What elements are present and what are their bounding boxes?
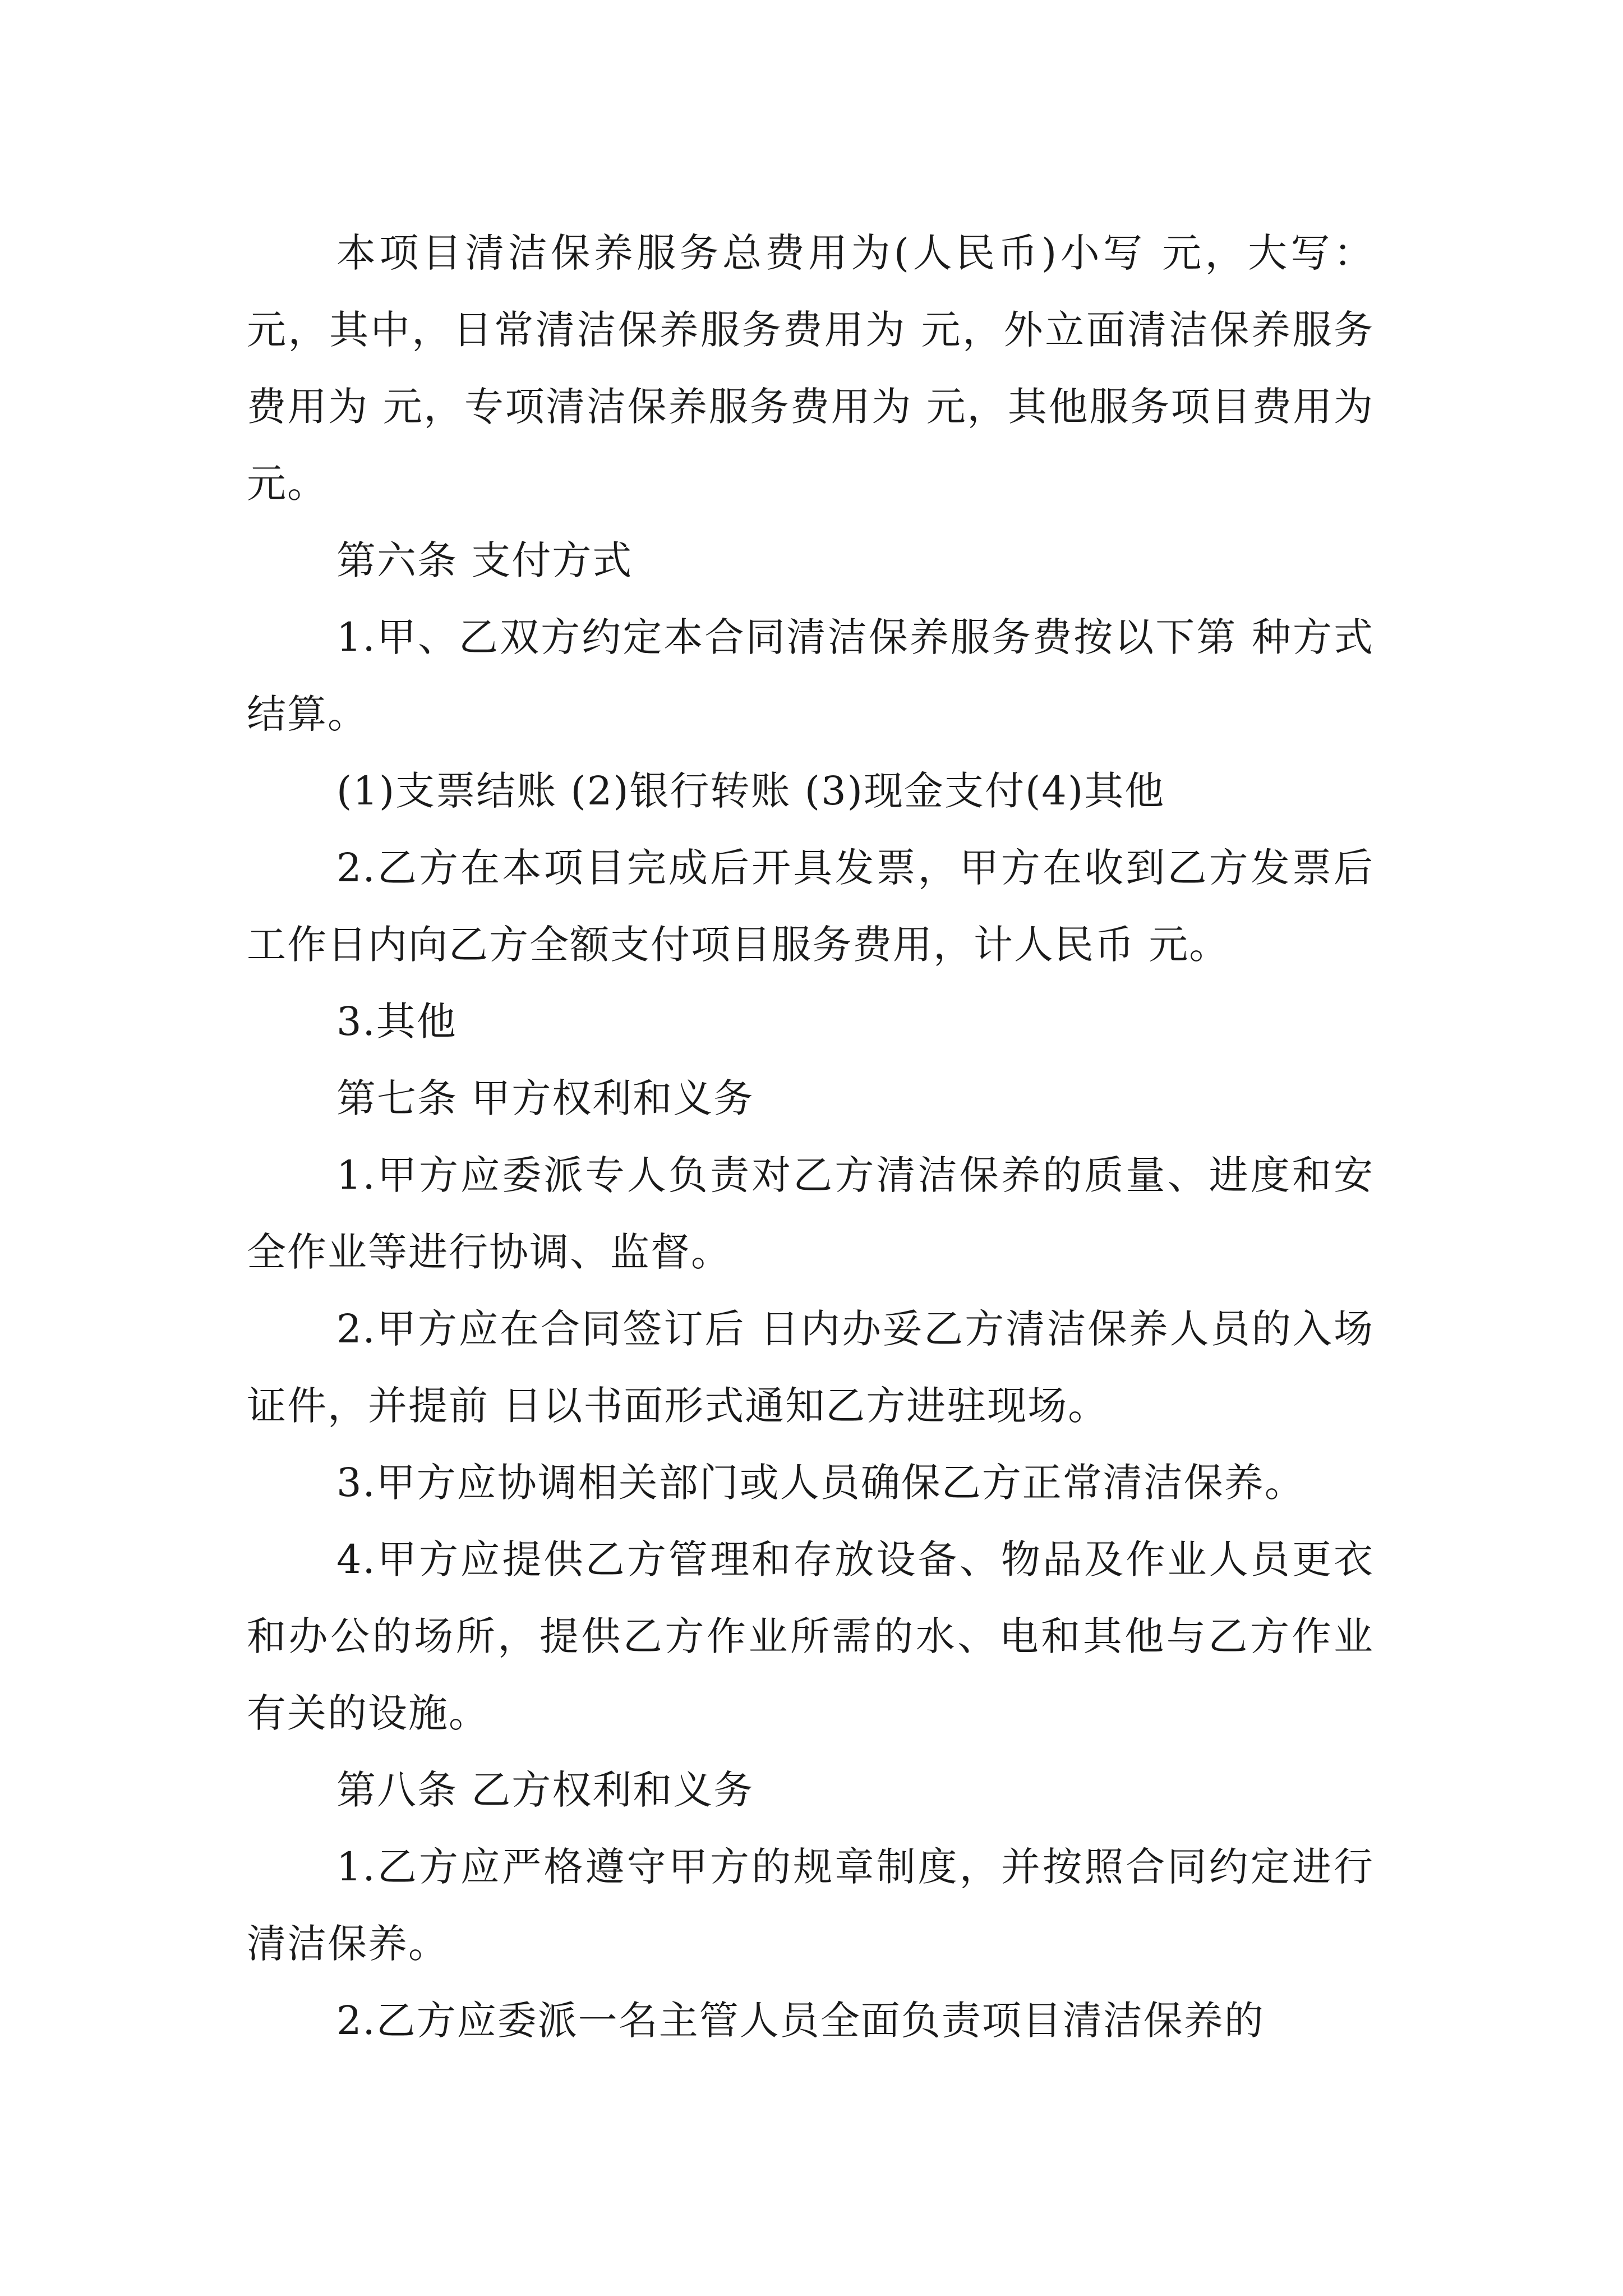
paragraph-total-fees: 本项目清洁保养服务总费用为(人民币)小写 元，大写：元，其中，日常清洁保养服务费用为 元，外立面清洁保养服务费用为 元，专项清洁保养服务费用为 元，其他服务项目费用为 元。: [247, 230, 1374, 507]
paragraph-party-a-entry-permits: 2.甲方应在合同签订后 日内办妥乙方清洁保养人员的入场证件，并提前 日以书面形式通知乙方进驻现场。: [247, 1306, 1374, 1429]
paragraph-payment-options: (1)支票结账 (2)银行转账 (3)现金支付(4)其他: [336, 768, 1165, 814]
document-body: [247, 215, 1374, 2059]
paragraph-party-b-rules: 1.乙方应严格遵守甲方的规章制度，并按照合同约定进行清洁保养。: [247, 1844, 1374, 1967]
paragraph-other: 3.其他: [336, 999, 457, 1045]
article-8-heading: 第八条 乙方权利和义务: [336, 1767, 754, 1813]
paragraph-invoice-payment: 2.乙方在本项目完成后开具发票，甲方在收到乙方发票后 工作日内向乙方全额支付项目服务费用，计人民币 元。: [247, 845, 1374, 968]
article-7-heading: 第七条 甲方权利和义务: [336, 1075, 754, 1121]
paragraph-party-a-facilities: 4.甲方应提供乙方管理和存放设备、物品及作业人员更衣和办公的场所，提供乙方作业所需的水、电和其他与乙方作业有关的设施。: [247, 1536, 1374, 1736]
paragraph-party-a-supervision: 1.甲方应委派专人负责对乙方清洁保养的质量、进度和安全作业等进行协调、监督。: [247, 1152, 1374, 1275]
paragraph-party-a-coordination: 3.甲方应协调相关部门或人员确保乙方正常清洁保养。: [336, 1460, 1305, 1506]
paragraph-party-b-supervisor: 2.乙方应委派一名主管人员全面负责项目清洁保养的: [336, 1998, 1265, 2044]
paragraph-settlement-method: 1.甲、乙双方约定本合同清洁保养服务费按以下第 种方式结算。: [247, 614, 1374, 737]
article-6-heading: 第六条 支付方式: [336, 537, 633, 583]
